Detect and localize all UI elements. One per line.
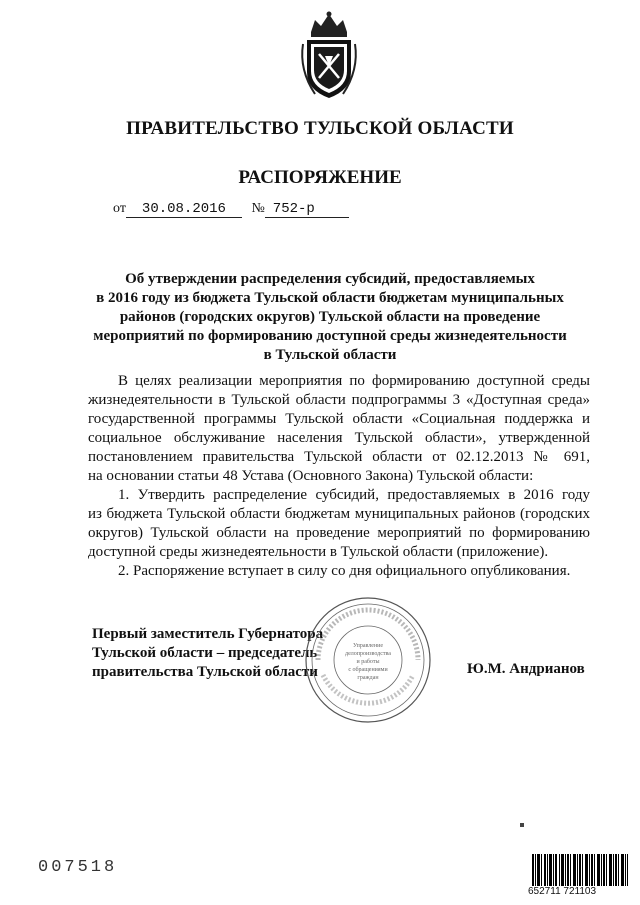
number-prefix: №	[251, 201, 265, 216]
svg-text:с обращениями: с обращениями	[348, 667, 388, 673]
svg-text:делопроизводства: делопроизводства	[345, 651, 391, 657]
body-line: государственной программы Тульской области «Социальная поддержка и	[88, 411, 590, 427]
body-line: 1. Утвердить распределение субсидий, предоставляемых в 2016 году	[118, 487, 590, 503]
signer-position	[92, 625, 323, 682]
barcode	[532, 854, 628, 886]
body-line: из бюджета Тульской области бюджетам муниципальных районов (городских	[88, 506, 590, 522]
scan-mark	[520, 823, 524, 827]
body-line: социальное обслуживание населения Тульской области», утвержденной	[88, 430, 590, 446]
official-stamp	[303, 595, 433, 725]
document-date: 30.08.2016	[141, 201, 226, 217]
government-title: ПРАВИТЕЛЬСТВО ТУЛЬСКОЙ ОБЛАСТИ	[126, 118, 514, 139]
heading-line: мероприятий по формированию доступной среды жизнедеятельности	[93, 328, 567, 344]
svg-text:граждан: граждан	[357, 675, 379, 681]
body-line: жизнедеятельности в Тульской области подпрограммы 3 «Доступная среда»	[88, 392, 590, 408]
body-line: округов) Тульской области на проведение мероприятий по формированию	[88, 525, 590, 541]
signer-line: Первый заместитель Губернатора	[92, 626, 324, 642]
heading-line: районов (городских округов) Тульской области на проведение	[119, 309, 541, 325]
document-heading	[80, 270, 580, 365]
document-type: РАСПОРЯЖЕНИЕ	[238, 167, 402, 188]
date-number-line	[113, 201, 349, 218]
coat-of-arms-emblem	[297, 10, 361, 100]
signer-line: правительства Тульской области	[92, 664, 318, 680]
svg-text:Управление: Управление	[352, 643, 384, 649]
heading-line: в Тульской области	[263, 347, 397, 363]
body-line: постановлением правительства Тульской области от 02.12.2013 № 691,	[88, 449, 590, 465]
signer-name: Ю.М. Андрианов	[467, 661, 585, 677]
heading-line: Об утверждении распределения субсидий, предоставляемых	[125, 271, 535, 287]
heading-line: в 2016 году из бюджета Тульской области бюджетам муниципальных	[96, 290, 564, 306]
body-line: В целях реализации мероприятия по формированию доступной среды	[118, 373, 590, 389]
barcode-number: 652711 721103	[528, 886, 597, 897]
document-number: 752-р	[272, 201, 315, 217]
date-prefix: от	[113, 201, 126, 216]
document-body	[88, 372, 590, 581]
svg-text:и работы: и работы	[356, 659, 380, 665]
signer-line: Тульской области – председатель	[92, 645, 318, 661]
body-line: на основании статьи 48 Устава (Основного Закона) Тульской области:	[88, 468, 534, 484]
body-line: доступной среды жизнедеятельности в Тульской области (приложение).	[88, 544, 549, 560]
serial-number: 007518	[38, 858, 118, 877]
body-line: 2. Распоряжение вступает в силу со дня официального опубликования.	[118, 563, 571, 579]
